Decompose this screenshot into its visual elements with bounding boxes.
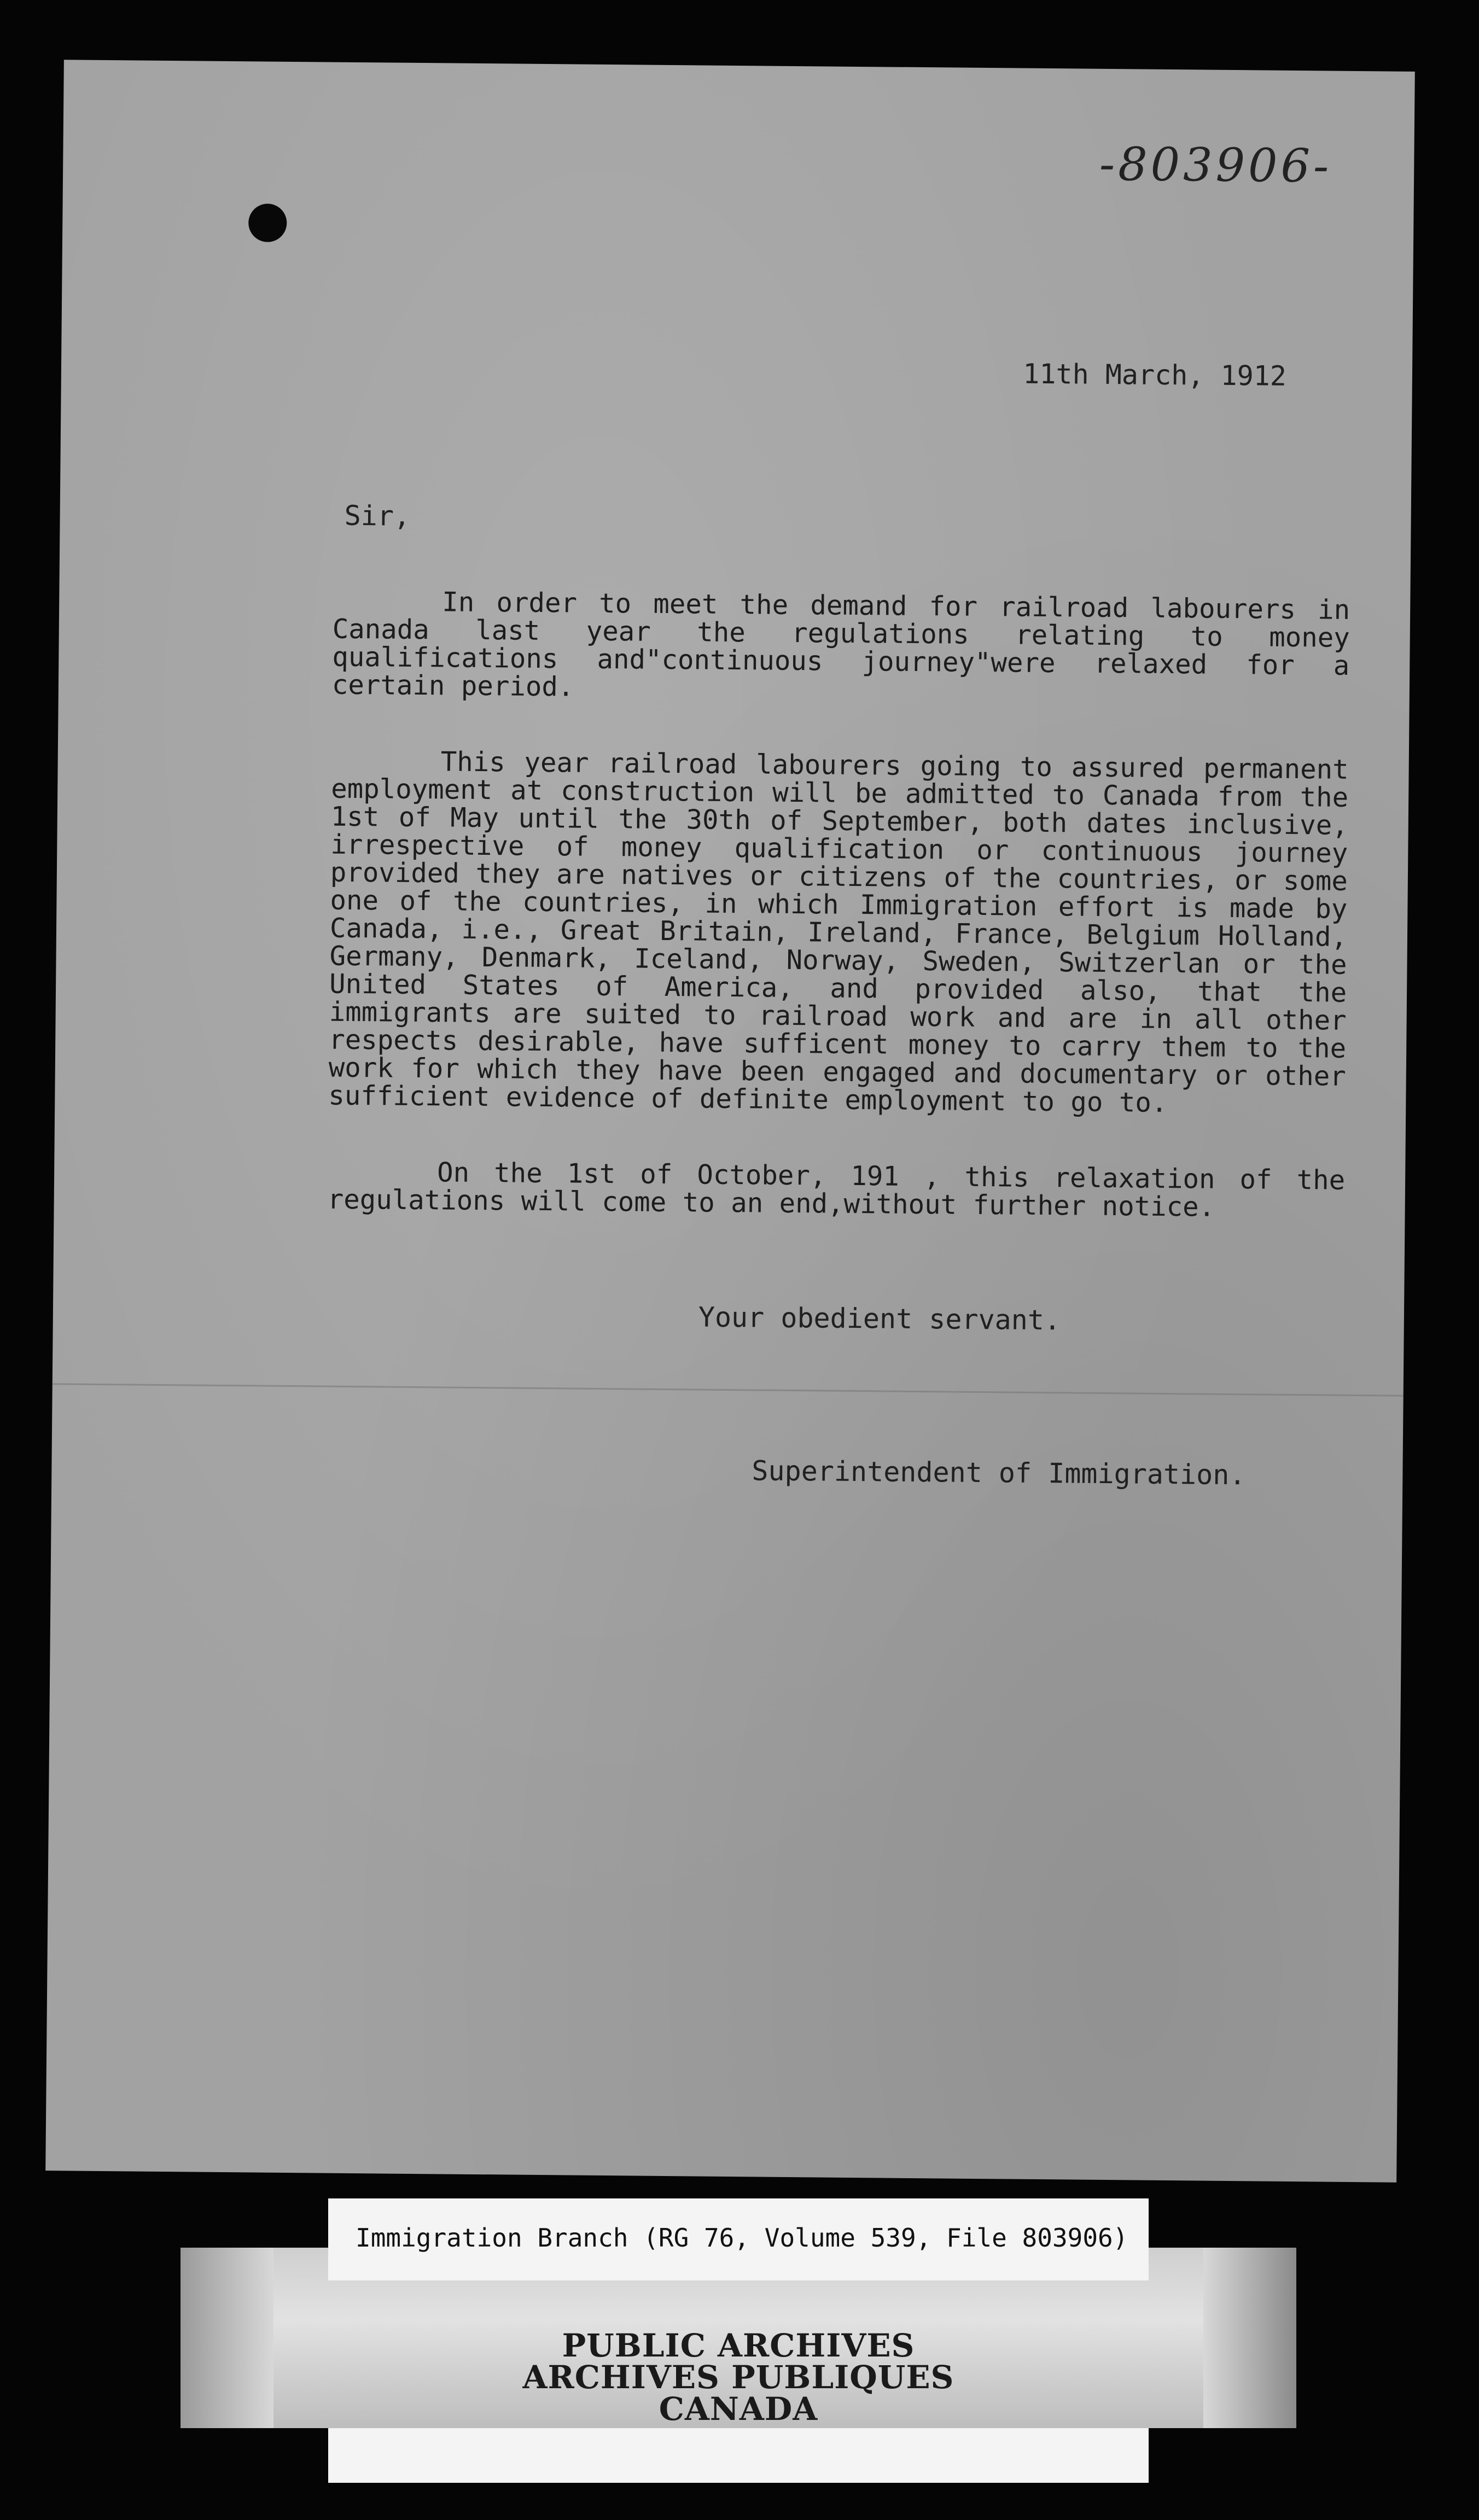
paragraph-2: This year railroad labourers going to assured permanent employment at construction will be admitted to Canada from the 1st of May until the 30th of September, both dates inclusive, irrespective of money qualification or continuous journey provided they are natives or citizens of the countries, or some one of the countries, in which Immigration effort is made by Canada, i.e., Great Britain, Ireland, France, Belgium Holland, Germany, Denmark, Iceland, Norway, Sweden, Switzerlan or the United States of America, and provided also, that the immigrants are suited to railroad work and are in all other respects desirable, have sufficent money to carry them to the work for which they have been engaged and documentary or other sufficient evidence of definite employment to go to. [328,746,1349,1118]
stamp-line-3: CANADA [659,2390,818,2428]
letter-page [45,60,1415,2182]
letter-body [327,587,1350,1270]
closing: Your obedient servant. [698,1301,1061,1337]
salutation: Sir, [344,499,411,532]
paragraph-3: On the 1st of October, 191 , this relaxation of the regulations will come to an end,without further notice. [327,1157,1346,1223]
archive-stamp [180,2327,1296,2428]
file-reference-number: -803906- [1099,137,1332,193]
signature-title: Superintendent of Immigration. [752,1455,1246,1491]
archive-caption-box [328,2198,1149,2280]
fold-line [53,1383,1404,1397]
stamp-line-1: PUBLIC ARCHIVES [562,2327,915,2364]
punch-hole [248,203,287,242]
archive-caption: Immigration Branch (RG 76, Volume 539, File 803906) [356,2223,1128,2253]
letter-date: 11th March, 1912 [1023,358,1287,392]
paragraph-1: In order to meet the demand for railroad labourers in Canada last year the regulations relating to money qualifications and"continuous journey"were relaxed for a certain period. [331,586,1350,703]
stamp-line-2: ARCHIVES PUBLIQUES [522,2359,954,2396]
caption-base-band [328,2428,1149,2483]
